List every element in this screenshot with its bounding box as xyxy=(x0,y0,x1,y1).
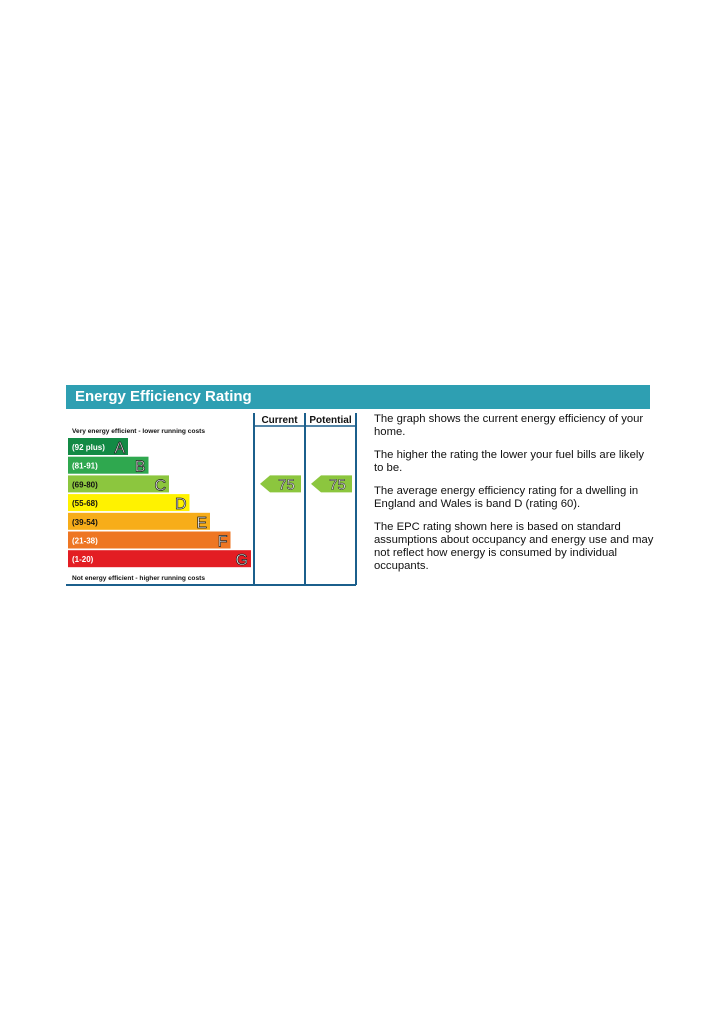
band-letter-b: B xyxy=(134,458,146,476)
current-rating-value: 75 xyxy=(278,476,295,494)
band-range-e: (39-54) xyxy=(72,517,98,527)
band-letter-e: E xyxy=(196,514,207,532)
epc-chart-svg xyxy=(66,413,358,587)
column-header-potential: Potential xyxy=(309,415,352,426)
band-letter-f: F xyxy=(217,533,228,551)
band-letter-c: C xyxy=(154,477,166,495)
epc-title: Energy Efficiency Rating xyxy=(66,385,650,409)
epc-chart xyxy=(66,413,358,587)
description-line: The average energy efficiency rating for a dwelling in England and Wales is band D (rating 60). xyxy=(374,485,639,510)
band-letter-g: G xyxy=(235,552,248,570)
bottom-note: Not energy efficient - higher running costs xyxy=(72,575,205,582)
band-range-b: (81-91) xyxy=(72,461,98,471)
potential-rating-value: 75 xyxy=(329,476,346,494)
band-letter-a: A xyxy=(114,440,125,457)
description-line: The higher the rating the lower your fuel bills are likely to be. xyxy=(374,449,645,474)
band-letter-d: D xyxy=(174,496,187,514)
description-line: The EPC rating shown here is based on standard assumptions about occupancy and energy use and may not reflect how energy is consumed by individual occupants. xyxy=(374,521,654,572)
column-header-current: Current xyxy=(261,415,298,426)
epc-description xyxy=(374,413,654,583)
epc-panel xyxy=(66,385,654,587)
description-line: The graph shows the current energy efficiency of your home. xyxy=(374,413,644,438)
band-range-f: (21-38) xyxy=(72,536,98,546)
top-note: Very energy efficient - lower running costs xyxy=(72,428,206,435)
band-range-d: (55-68) xyxy=(72,499,98,509)
band-bar-g xyxy=(68,550,251,570)
band-range-g: (1-20) xyxy=(72,555,94,565)
band-range-c: (69-80) xyxy=(72,480,98,490)
band-range-a: (92 plus) xyxy=(72,443,105,452)
